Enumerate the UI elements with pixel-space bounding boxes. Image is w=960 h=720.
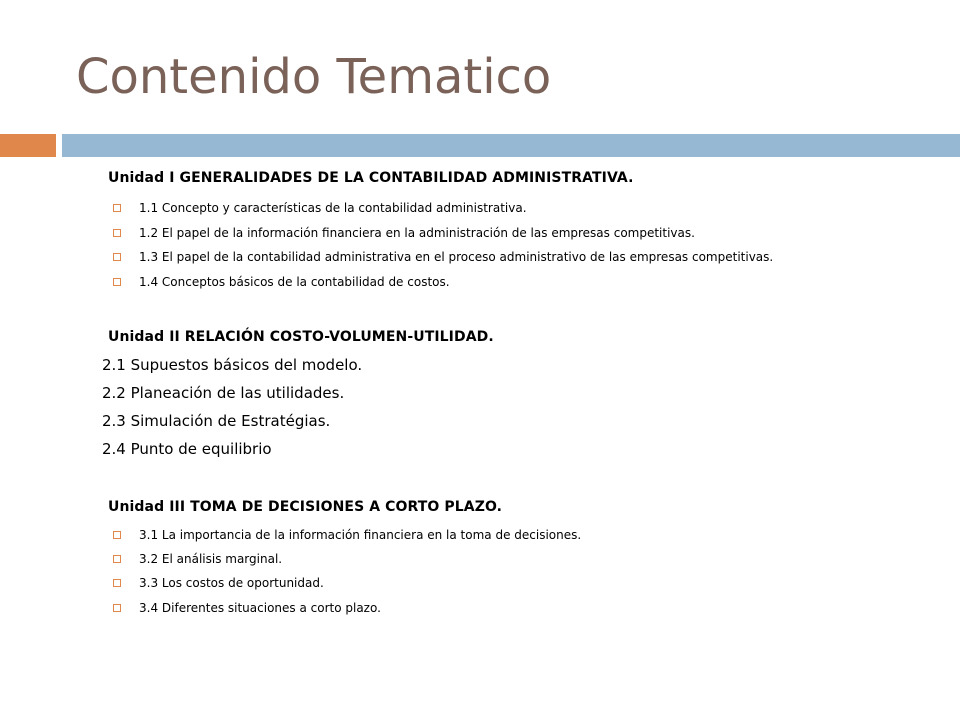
unit-3-item bbox=[113, 576, 324, 590]
unit-1-item bbox=[113, 250, 773, 264]
unit-3-item-text: 3.4 Diferentes situaciones a corto plazo. bbox=[139, 601, 381, 615]
square-bullet-icon bbox=[113, 229, 121, 237]
unit-3-item bbox=[113, 552, 282, 566]
unit-1-heading: Unidad I GENERALIDADES DE LA CONTABILIDAD ADMINISTRATIVA. bbox=[108, 170, 634, 186]
unit-1-item-text: 1.4 Conceptos básicos de la contabilidad de costos. bbox=[139, 275, 450, 289]
unit-2-item: 2.2 Planeación de las utilidades. bbox=[102, 384, 345, 402]
square-bullet-icon bbox=[113, 253, 121, 261]
square-bullet-icon bbox=[113, 531, 121, 539]
unit-1-item-text: 1.3 El papel de la contabilidad administrativa en el proceso administrativo de las empresas competitivas. bbox=[139, 250, 774, 264]
unit-1-item-text: 1.2 El papel de la información financiera en la administración de las empresas competitivas. bbox=[139, 226, 695, 240]
unit-2-heading: Unidad II RELACIÓN COSTO-VOLUMEN-UTILIDAD. bbox=[108, 329, 494, 345]
square-bullet-icon bbox=[113, 555, 121, 563]
unit-1-item-text: 1.1 Concepto y características de la contabilidad administrativa. bbox=[139, 201, 527, 215]
unit-3-item bbox=[113, 528, 581, 542]
square-bullet-icon bbox=[113, 204, 121, 212]
unit-3-item-text: 3.1 La importancia de la información financiera en la toma de decisiones. bbox=[139, 528, 582, 542]
unit-2-item: 2.4 Punto de equilibrio bbox=[102, 440, 272, 458]
square-bullet-icon bbox=[113, 278, 121, 286]
unit-1-item bbox=[113, 226, 695, 240]
square-bullet-icon bbox=[113, 579, 121, 587]
unit-3-heading: Unidad III TOMA DE DECISIONES A CORTO PLAZO. bbox=[108, 499, 503, 515]
square-bullet-icon bbox=[113, 604, 121, 612]
unit-1-item bbox=[113, 201, 527, 215]
unit-3-item-text: 3.3 Los costos de oportunidad. bbox=[139, 576, 324, 590]
unit-3-item bbox=[113, 601, 381, 615]
unit-2-item: 2.1 Supuestos básicos del modelo. bbox=[102, 356, 363, 374]
unit-2-item: 2.3 Simulación de Estratégias. bbox=[102, 412, 331, 430]
page-title: Contenido Tematico bbox=[76, 49, 552, 105]
unit-3-item-text: 3.2 El análisis marginal. bbox=[139, 552, 283, 566]
unit-1-item bbox=[113, 275, 450, 289]
